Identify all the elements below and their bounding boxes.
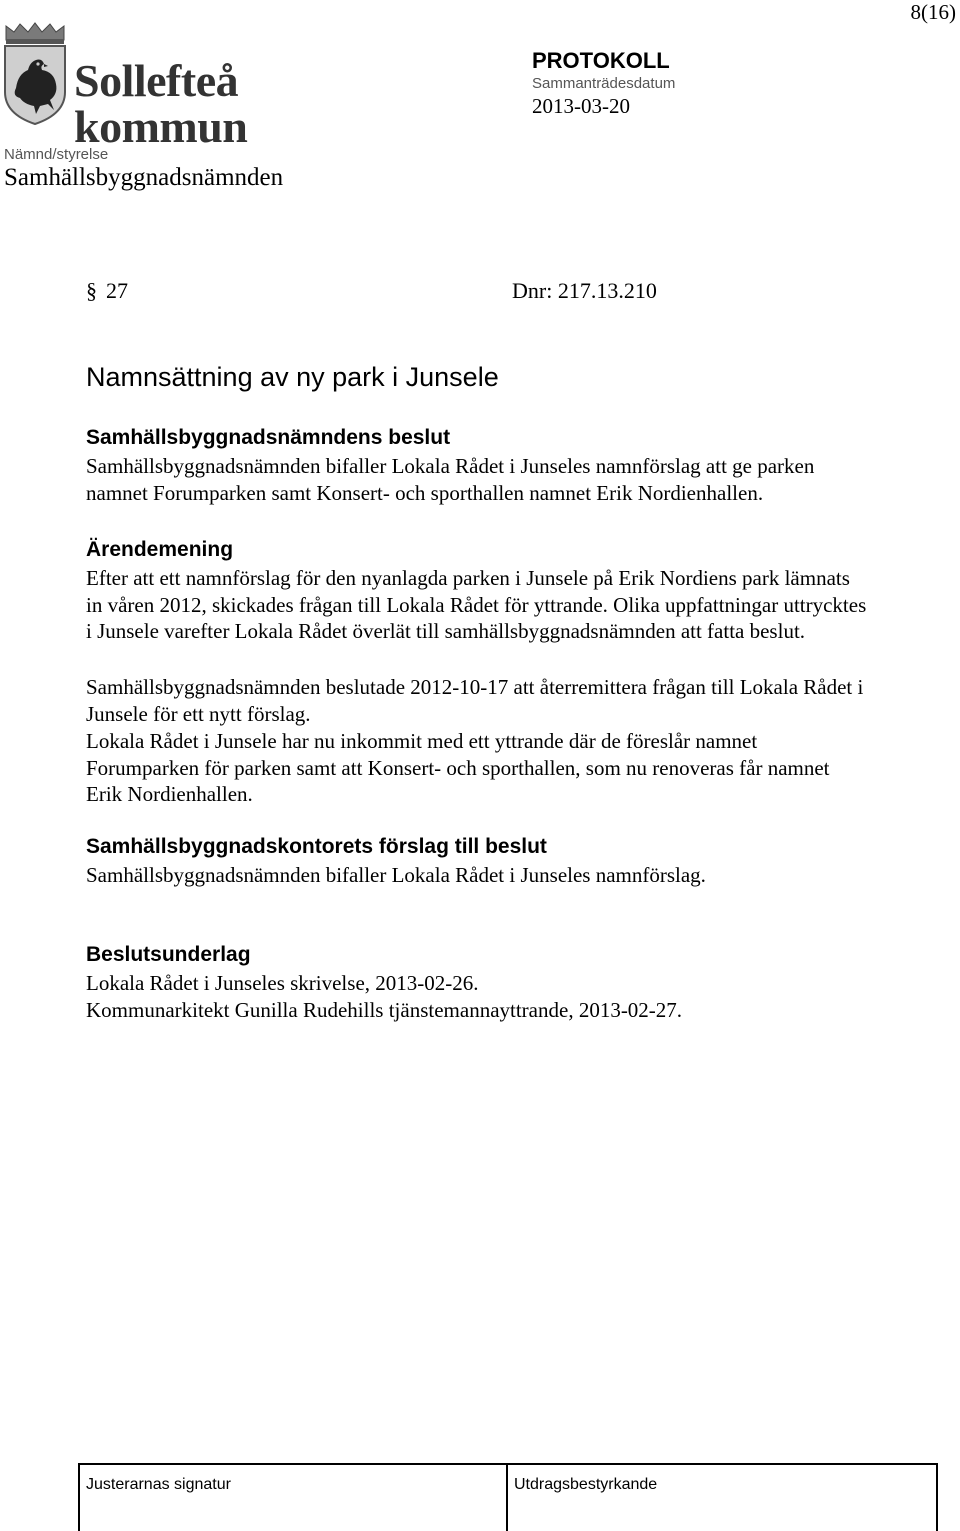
- proposal-heading: Samhällsbyggnadskontorets förslag till beslut: [86, 835, 547, 858]
- section-symbol: §: [86, 278, 97, 303]
- signature-divider: [506, 1463, 508, 1531]
- text-line: Samhällsbyggnadsnämnden bifaller Lokala Rådet i Junseles namnförslag att ge parken: [86, 454, 815, 478]
- basis-heading: Beslutsunderlag: [86, 943, 251, 966]
- signature-label: Justerarnas signatur: [86, 1476, 231, 1493]
- text-line: in våren 2012, skickades frågan till Lokala Rådet för yttrande. Olika uppfattningar uttrycktes: [86, 592, 867, 617]
- municipality-logo: [0, 22, 270, 152]
- text-line: Kommunarkitekt Gunilla Rudehills tjänstemannayttrande, 2013-02-27.: [86, 997, 683, 1022]
- text-line: namnet Forumparken samt Konsert- och sporthallen namnet Erik Nordienhallen.: [86, 480, 764, 505]
- signature-box: [78, 1463, 938, 1531]
- document-type: PROTOKOLL: [532, 48, 670, 73]
- decision-paragraph: [86, 453, 814, 506]
- coat-of-arms-icon: [0, 22, 70, 126]
- logo-text-line2: kommun: [74, 101, 248, 152]
- page-number: 8(16): [910, 0, 956, 24]
- proposal-paragraph: [86, 862, 706, 889]
- text-line: Junsele för ett nytt förslag.: [86, 701, 311, 726]
- text-line: Forumparken för parken samt att Konsert- och sporthallen, som nu renoveras får namnet: [86, 755, 830, 780]
- text-line: Lokala Rådet i Junsele har nu inkommit med ett yttrande där de föreslår namnet: [86, 729, 758, 753]
- text-line: Samhällsbyggnadsnämnden beslutade 2012-10-17 att återremittera frågan till Lokala Rådet i: [86, 675, 864, 699]
- reference-number: Dnr: 217.13.210: [512, 278, 657, 303]
- meeting-date-label: Sammanträdesdatum: [532, 75, 676, 92]
- section-number: 27: [106, 278, 128, 303]
- text-line: Efter att ett namnförslag för den nyanlagda parken i Junsele på Erik Nordiens park lämnats: [86, 566, 850, 590]
- board-label: Nämnd/styrelse: [4, 146, 109, 163]
- logo-text-line1: Sollefteå: [74, 55, 239, 106]
- item-title: Namnsättning av ny park i Junsele: [86, 362, 499, 392]
- decision-heading: Samhällsbyggnadsnämndens beslut: [86, 426, 451, 449]
- text-line: Erik Nordienhallen.: [86, 782, 253, 806]
- board-name: Samhällsbyggnadsnämnden: [4, 164, 284, 191]
- background-paragraph-1: [86, 565, 866, 645]
- text-line: Samhällsbyggnadsnämnden bifaller Lokala Rådet i Junseles namnförslag.: [86, 863, 706, 887]
- text-line: i Junsele varefter Lokala Rådet överlät till samhällsbyggnadsnämnden att fatta beslut.: [86, 619, 806, 643]
- background-paragraph-2: [86, 674, 863, 727]
- background-heading: Ärendemening: [86, 538, 234, 561]
- certified-label: Utdragsbestyrkande: [514, 1476, 658, 1493]
- background-paragraph-3: [86, 728, 830, 808]
- meeting-date: 2013-03-20: [532, 94, 630, 118]
- basis-list: [86, 970, 682, 1023]
- text-line: Lokala Rådet i Junseles skrivelse, 2013-02-26.: [86, 971, 479, 995]
